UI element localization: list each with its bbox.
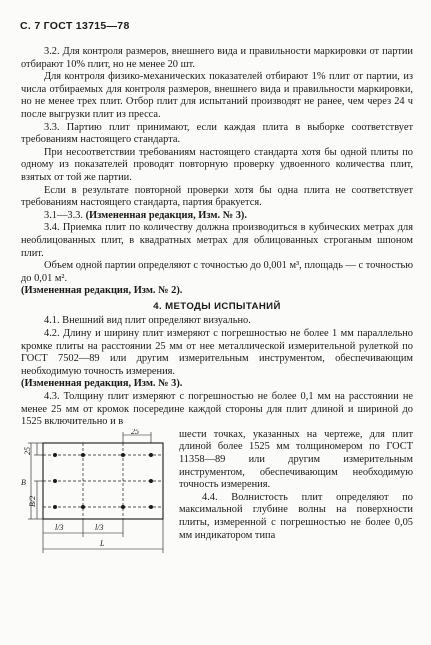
thickness-points-figure [21,429,179,564]
paragraph-3-4: 3.4. Приемка плит по количеству должна производиться в кубических метрах для необлицованных плит, в квадратных метрах для облицованных строганым шпоном плит. [21,222,413,259]
dim-l3-a: l/3 [55,522,64,532]
document-body [21,46,413,564]
edit-note-2: (Измененная редакция, Изм. № 2). [21,285,183,297]
edit-note-3: (Измененная редакция, Изм. № 3). [21,378,183,390]
paragraph-4-3: 4.3. Толщину плит измеряют с погрешностью не более 0,1 мм на расстоянии не менее 25 мм от кромок посередине каждой стороны для плит длиной и шириной до 1525 включительно и в [21,391,413,428]
figure-side-text [179,429,413,542]
section-heading: 4. МЕТОДЫ ИСПЫТАНИЙ [153,300,281,312]
edit-text: (Измененная редакция, Изм. № 3). [85,209,247,221]
paragraph-3-3-b: При несоответствии требованиям настоящего стандарта хотя бы одной плиты по одному из показателей проводят повторную проверку удвоенного количества плит, взятых от той же партии. [21,146,413,183]
paragraph-3-2-b: Для контроля физико-механических показателей отбирают 1% плит от партии, из числа отбираемых для контроля размеров, внешнего вида и правильности маркировки, но не менее трех плит. Отбор плит для испытаний производят не ранее, чем через 24 ч после выгрузки плит из пресса. [21,71,413,120]
dim-l: L [100,538,105,548]
paragraph-4-2: 4.2. Длину и ширину плит измеряют с погрешностью не более 1 мм параллельно кромке плиты на расстоянии 25 мм от нее металлической измерительной рулеткой по ГОСТ 7502—89 или другим измерительным инструментом, обеспечивающим необходимую точность измерения. [21,328,413,377]
page-header: С. 7 ГОСТ 13715—78 [20,20,130,32]
figure-and-text [21,429,413,564]
paragraph-4-1: 4.1. Внешний вид плит определяют визуально. [44,315,251,327]
paragraph-3-3: 3.3. Партию плит принимают, если каждая плита в выборке соответствует требованиям настоящего стандарта. [21,121,413,146]
dim-25-top: 25 [131,428,139,436]
paragraph-3-4-b: Объем одной партии определяют с точностью до 0,001 м³, площадь — с точностью до 0,01 м². [21,260,413,284]
paragraph-3-2: 3.2. Для контроля размеров, внешнего вида и правильности маркировки от партии отбирают 10% плит, но не менее 20 шт. [21,46,413,70]
dim-b2: B/2 [28,495,37,507]
paragraph-4-4: 4.4. Волнистость плит определяют по максимальной глубине волны на поверхности плиты, измеренной с погрешностью не более 0,05 мм индикатором типа [179,491,413,541]
edit-note-3-1-3-3 [21,210,413,223]
edit-ref: 3.1—3.3. [44,209,83,221]
paragraph-4-3-b: шести точках, указанных на чертеже, для плит длиной более 1525 мм толщиномером по ГОСТ 11358—89 или другим измерительным инструментом, обеспечивающим необходимую точность измерения. [179,428,413,491]
dim-l3-b: l/3 [95,522,104,532]
dim-25-left: 25 [23,446,32,455]
measurement-drawing [21,429,179,564]
paragraph-3-3-c: Если в результате повторной проверки хотя бы одна плита не соответствует требованиям настоящего стандарта, партия бракуется. [21,184,413,209]
measurement-lines [43,443,163,519]
dim-b: B [21,477,26,487]
